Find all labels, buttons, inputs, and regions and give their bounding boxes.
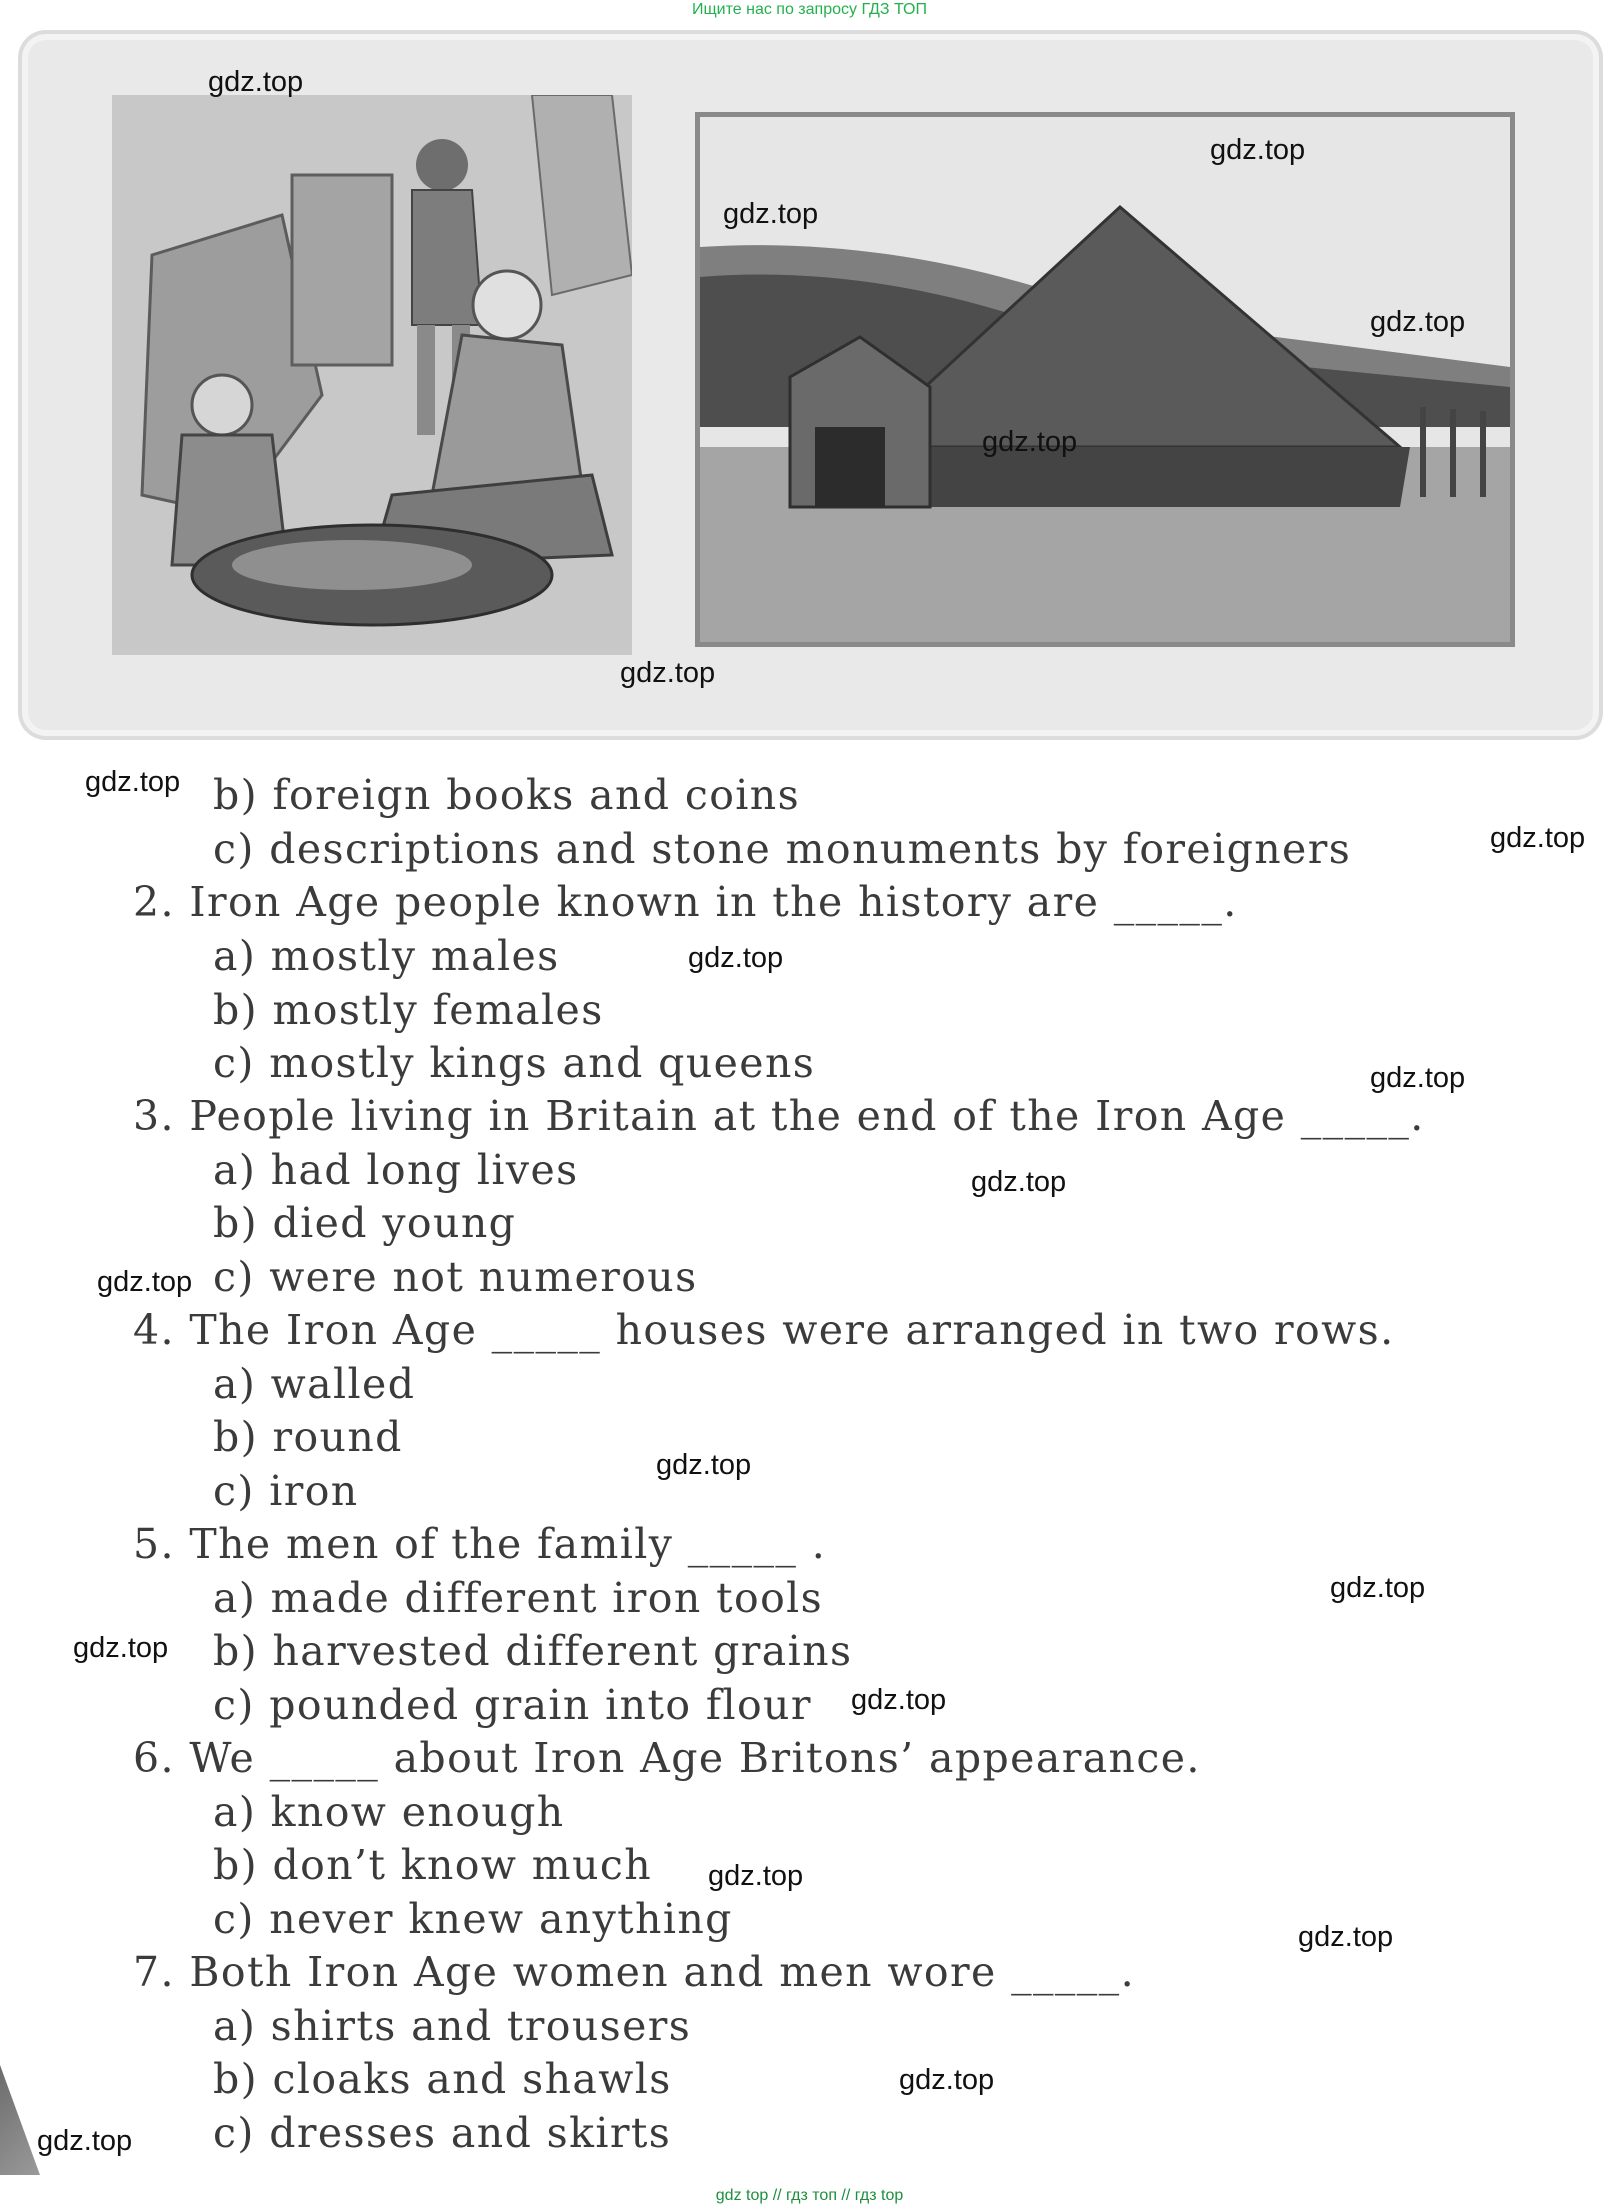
question-3: 3. People living in Britain at the end of the Iron Age _____.: [133, 1092, 1425, 1140]
watermark: gdz.top: [620, 657, 716, 689]
question-6: 6. We _____ about Iron Age Britons’ appearance.: [133, 1734, 1201, 1782]
option-6a: a) know enough: [213, 1788, 565, 1836]
option-7c: c) dresses and skirts: [213, 2109, 672, 2157]
option-3c: c) were not numerous: [213, 1253, 698, 1301]
prehistoric-people-drawing: [112, 95, 632, 655]
option-6b: b) don’t know much: [213, 1841, 653, 1889]
option-4b: b) round: [213, 1413, 403, 1461]
page-corner-shadow: [0, 2065, 40, 2175]
prehistoric-people-illustration: [112, 95, 632, 655]
watermark: gdz.top: [723, 198, 819, 230]
watermark: gdz.top: [899, 2064, 995, 2096]
option-5b: b) harvested different grains: [213, 1627, 853, 1675]
roundhouse-photo: [695, 112, 1515, 647]
top-banner: Ищите нас по запросу ГДЗ ТОП: [692, 1, 927, 18]
watermark: gdz.top: [688, 942, 784, 974]
watermark: gdz.top: [971, 1166, 1067, 1198]
watermark: gdz.top: [37, 2125, 133, 2157]
watermark: gdz.top: [208, 66, 304, 98]
watermark: gdz.top: [1370, 306, 1466, 338]
watermark: gdz.top: [1298, 1921, 1394, 1953]
watermark: gdz.top: [73, 1632, 169, 1664]
option-6c: c) never knew anything: [213, 1895, 733, 1943]
option-2c: c) mostly kings and queens: [213, 1039, 816, 1087]
option-5c: c) pounded grain into flour: [213, 1681, 812, 1729]
question-7: 7. Both Iron Age women and men wore _____.: [133, 1948, 1136, 1996]
option-3a: a) had long lives: [213, 1146, 579, 1194]
watermark: gdz.top: [1210, 134, 1306, 166]
watermark: gdz.top: [1490, 822, 1586, 854]
option-4c: c) iron: [213, 1467, 359, 1515]
option-7b: b) cloaks and shawls: [213, 2055, 672, 2103]
option-3b: b) died young: [213, 1199, 517, 1247]
watermark: gdz.top: [97, 1266, 193, 1298]
option-7a: a) shirts and trousers: [213, 2002, 692, 2050]
option-4a: a) walled: [213, 1360, 416, 1408]
question-5: 5. The men of the family _____ .: [133, 1520, 827, 1568]
option-1b: b) foreign books and coins: [213, 771, 801, 819]
watermark: gdz.top: [982, 426, 1078, 458]
bottom-banner: gdz top // гдз топ // гдз top: [715, 2187, 904, 2204]
watermark: gdz.top: [85, 766, 181, 798]
question-4: 4. The Iron Age _____ houses were arranged in two rows.: [133, 1306, 1395, 1354]
roundhouse-drawing: [700, 117, 1510, 642]
option-2b: b) mostly females: [213, 986, 604, 1034]
watermark: gdz.top: [1370, 1062, 1466, 1094]
watermark: gdz.top: [1330, 1572, 1426, 1604]
watermark: gdz.top: [708, 1860, 804, 1892]
question-2: 2. Iron Age people known in the history are _____.: [133, 878, 1238, 926]
watermark: gdz.top: [851, 1684, 947, 1716]
option-5a: a) made different iron tools: [213, 1574, 824, 1622]
watermark: gdz.top: [656, 1449, 752, 1481]
option-2a: a) mostly males: [213, 932, 560, 980]
option-1c: c) descriptions and stone monuments by foreigners: [213, 825, 1352, 873]
